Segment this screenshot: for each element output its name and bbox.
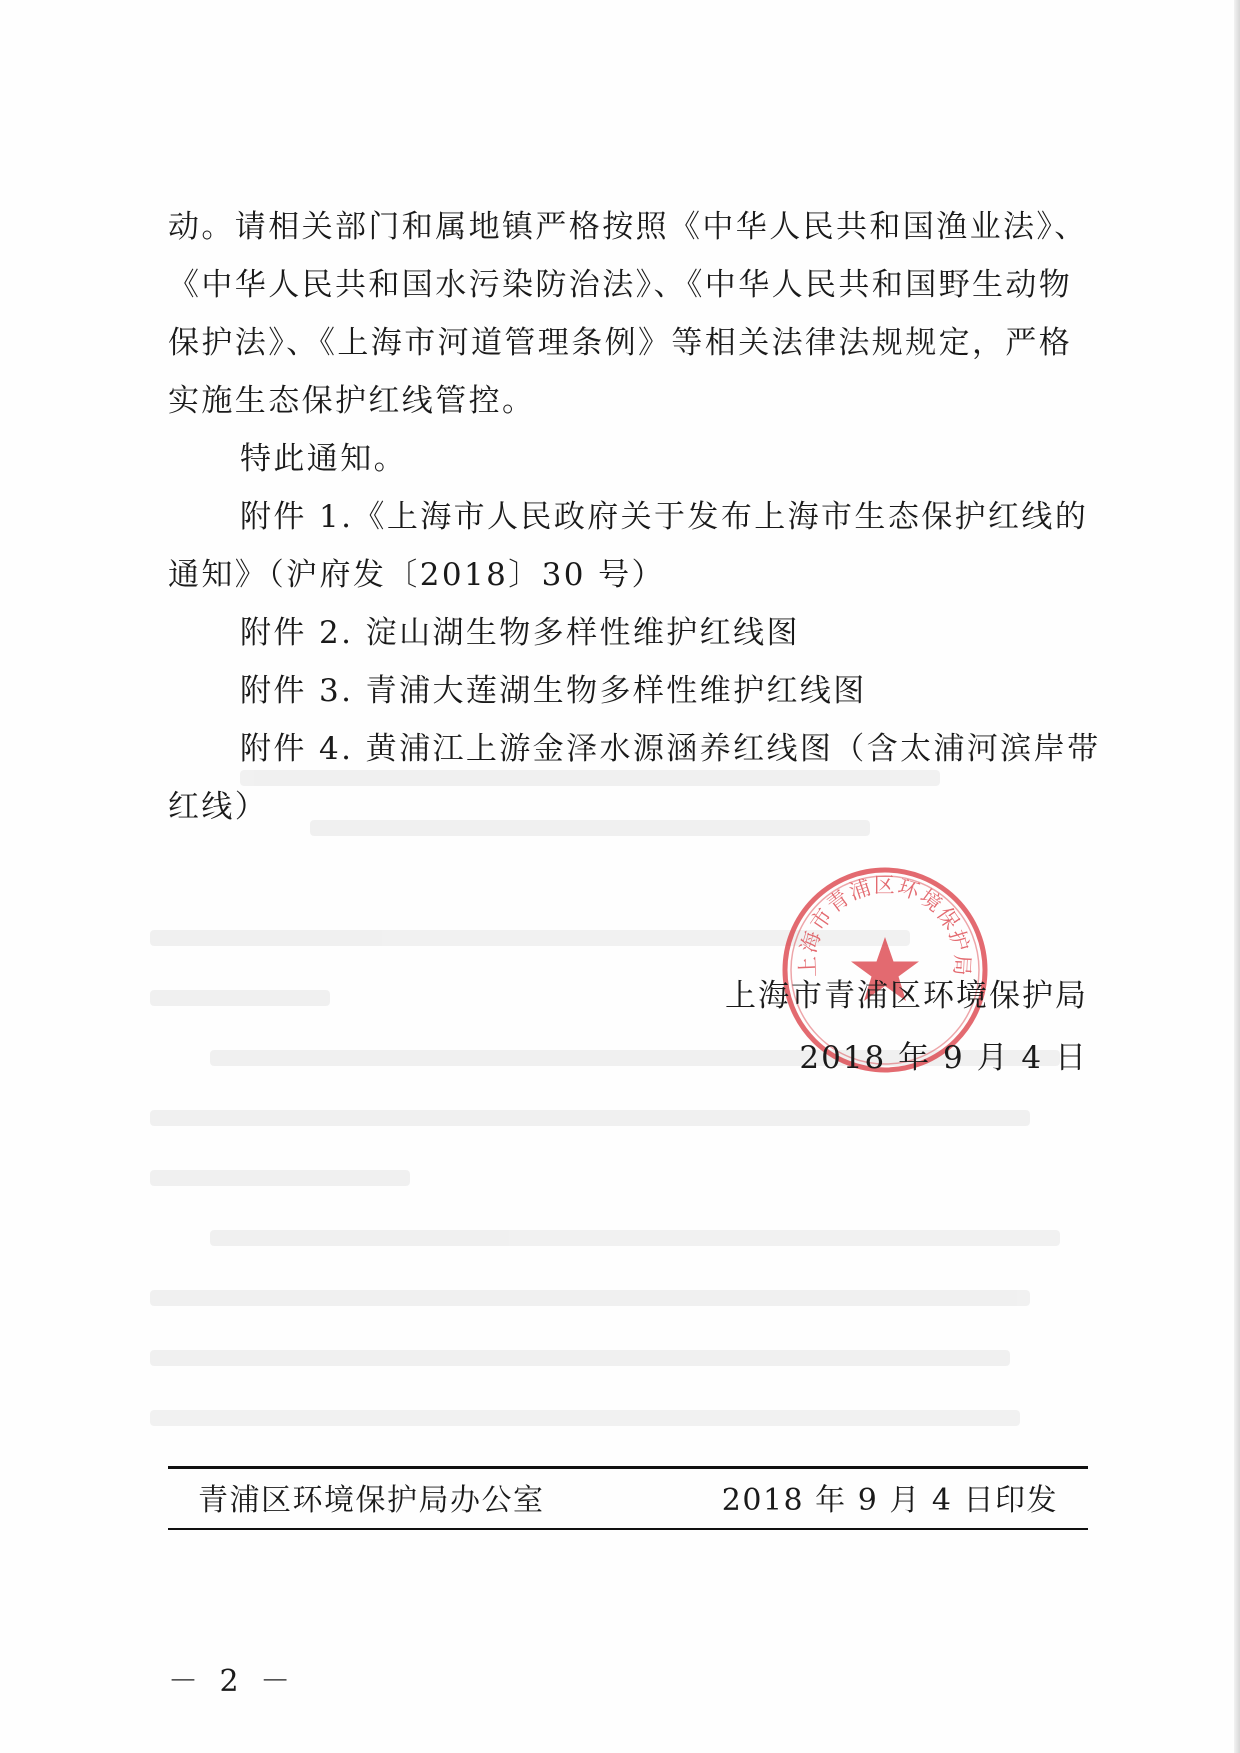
- signature-date: 2018 年 9 月 4 日: [799, 1040, 1088, 1076]
- body-line: 实施生态保护红线管控。: [168, 383, 536, 419]
- attachment-3-line: 附件 3. 青浦大莲湖生物多样性维护红线图: [240, 673, 867, 709]
- attachment-1-line: 附件 1.《上海市人民政府关于发布上海市生态保护红线的: [240, 499, 1089, 535]
- scan-edge: [1234, 0, 1240, 1753]
- signature-block: [725, 965, 1088, 1089]
- attachment-4-line: 附件 4. 黄浦江上游金泽水源涵养红线图（含太浦河滨岸带: [240, 731, 1101, 767]
- body-line: 动。请相关部门和属地镇严格按照《中华人民共和国渔业法》、: [168, 209, 1088, 245]
- issuer-office: 青浦区环境保护局办公室: [198, 1483, 545, 1518]
- seal-text: 上海市青浦区环境保护局: [795, 873, 975, 978]
- closing-line: 特此通知。: [240, 441, 407, 477]
- body-line: 《中华人民共和国水污染防治法》、《中华人民共和国野生动物: [168, 267, 1073, 303]
- issuance-line: [168, 1474, 1088, 1528]
- signature-org: 上海市青浦区环境保护局: [725, 978, 1088, 1014]
- body-line: 保护法》、《上海市河道管理条例》等相关法律法规规定，严格: [168, 325, 1073, 361]
- footer-rule-bottom: [168, 1528, 1088, 1530]
- footer-rule-top: [168, 1466, 1088, 1469]
- attachment-4-continuation: 红线）: [168, 789, 269, 825]
- body-text: [168, 198, 1101, 836]
- page-number: － 2 －: [168, 1664, 297, 1699]
- issued-date: 2018 年 9 月 4 日印发: [721, 1483, 1058, 1518]
- attachment-2-line: 附件 2. 淀山湖生物多样性维护红线图: [240, 615, 800, 651]
- attachment-1-continuation: 通知》（沪府发〔2018〕30 号）: [168, 557, 665, 593]
